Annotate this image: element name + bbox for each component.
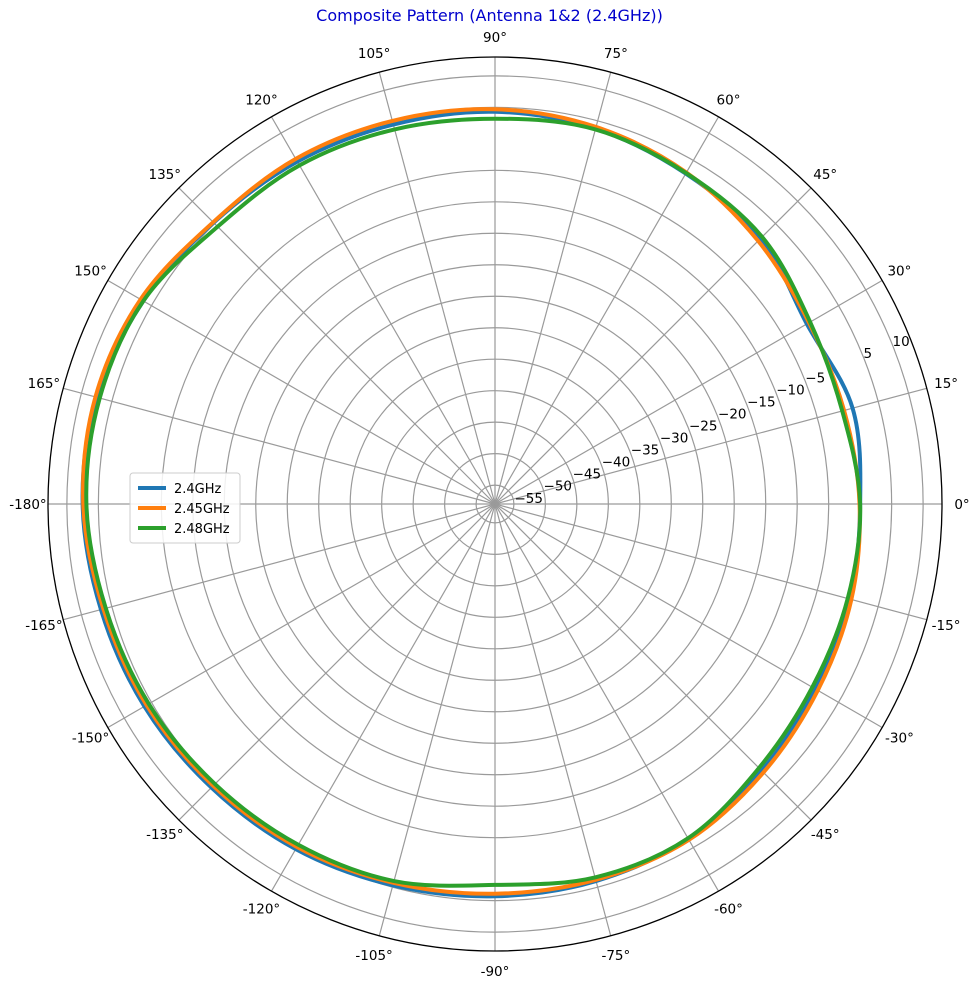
legend-label: 2.45GHz [174,502,230,517]
angular-gridline [495,72,611,504]
radial-tick-label: −20 [718,406,747,423]
angle-tick-label: -135° [146,827,184,844]
angle-tick-label: -45° [810,827,840,844]
angle-tick-label: -75° [601,948,631,965]
angle-tick-label: 90° [483,30,507,46]
radial-tick-label: −25 [688,418,718,435]
radial-tick-label: −45 [572,466,602,483]
angular-gridline [495,504,611,936]
angular-gridline [63,388,495,504]
angle-tick-label: -90° [480,964,510,980]
radial-tick-label: −30 [659,430,689,447]
radial-tick-label: −55 [514,490,543,507]
angle-tick-label: 0° [954,497,970,513]
chart-title: Composite Pattern (Antenna 1&2 (2.4GHz)) [316,6,663,25]
angle-tick-label: -105° [355,948,393,965]
angle-tick-label: 15° [934,376,959,393]
angle-tick-label: -150° [71,730,110,747]
angular-gridline [63,504,495,620]
radial-tick-label: −40 [601,454,631,471]
angle-tick-label: -120° [242,901,281,918]
radial-tick-label: 10 [892,334,910,351]
angular-gridline [379,72,495,504]
angle-tick-label: 105° [357,45,391,62]
angle-tick-label: -30° [885,730,914,747]
angle-tick-label: -180° [9,497,47,513]
radial-tick-label: −35 [630,442,660,459]
angular-gridline [379,504,495,936]
angular-gridline [179,188,495,504]
angle-tick-label: -60° [714,901,743,918]
angle-tick-label: -165° [25,617,63,634]
angle-tick-label: 150° [74,263,107,280]
angle-tick-label: 120° [245,92,278,109]
angle-tick-label: 135° [148,166,182,183]
radial-tick-label: 5 [863,346,873,363]
legend-label: 2.4GHz [174,482,222,497]
angular-gridline [179,504,495,820]
angle-tick-label: 165° [27,376,61,393]
angle-tick-label: 75° [603,45,628,62]
angle-tick-label: 30° [887,263,912,280]
angle-tick-label: 60° [716,92,741,109]
legend-label: 2.48GHz [174,522,230,537]
radial-tick-label: −50 [543,478,573,495]
radial-tick-label: −15 [747,394,776,411]
legend [130,473,240,543]
radial-tick-label: −10 [776,382,805,399]
radial-tick-label: −5 [805,370,826,387]
angle-tick-label: 45° [813,166,838,183]
angle-tick-label: -15° [931,617,961,634]
